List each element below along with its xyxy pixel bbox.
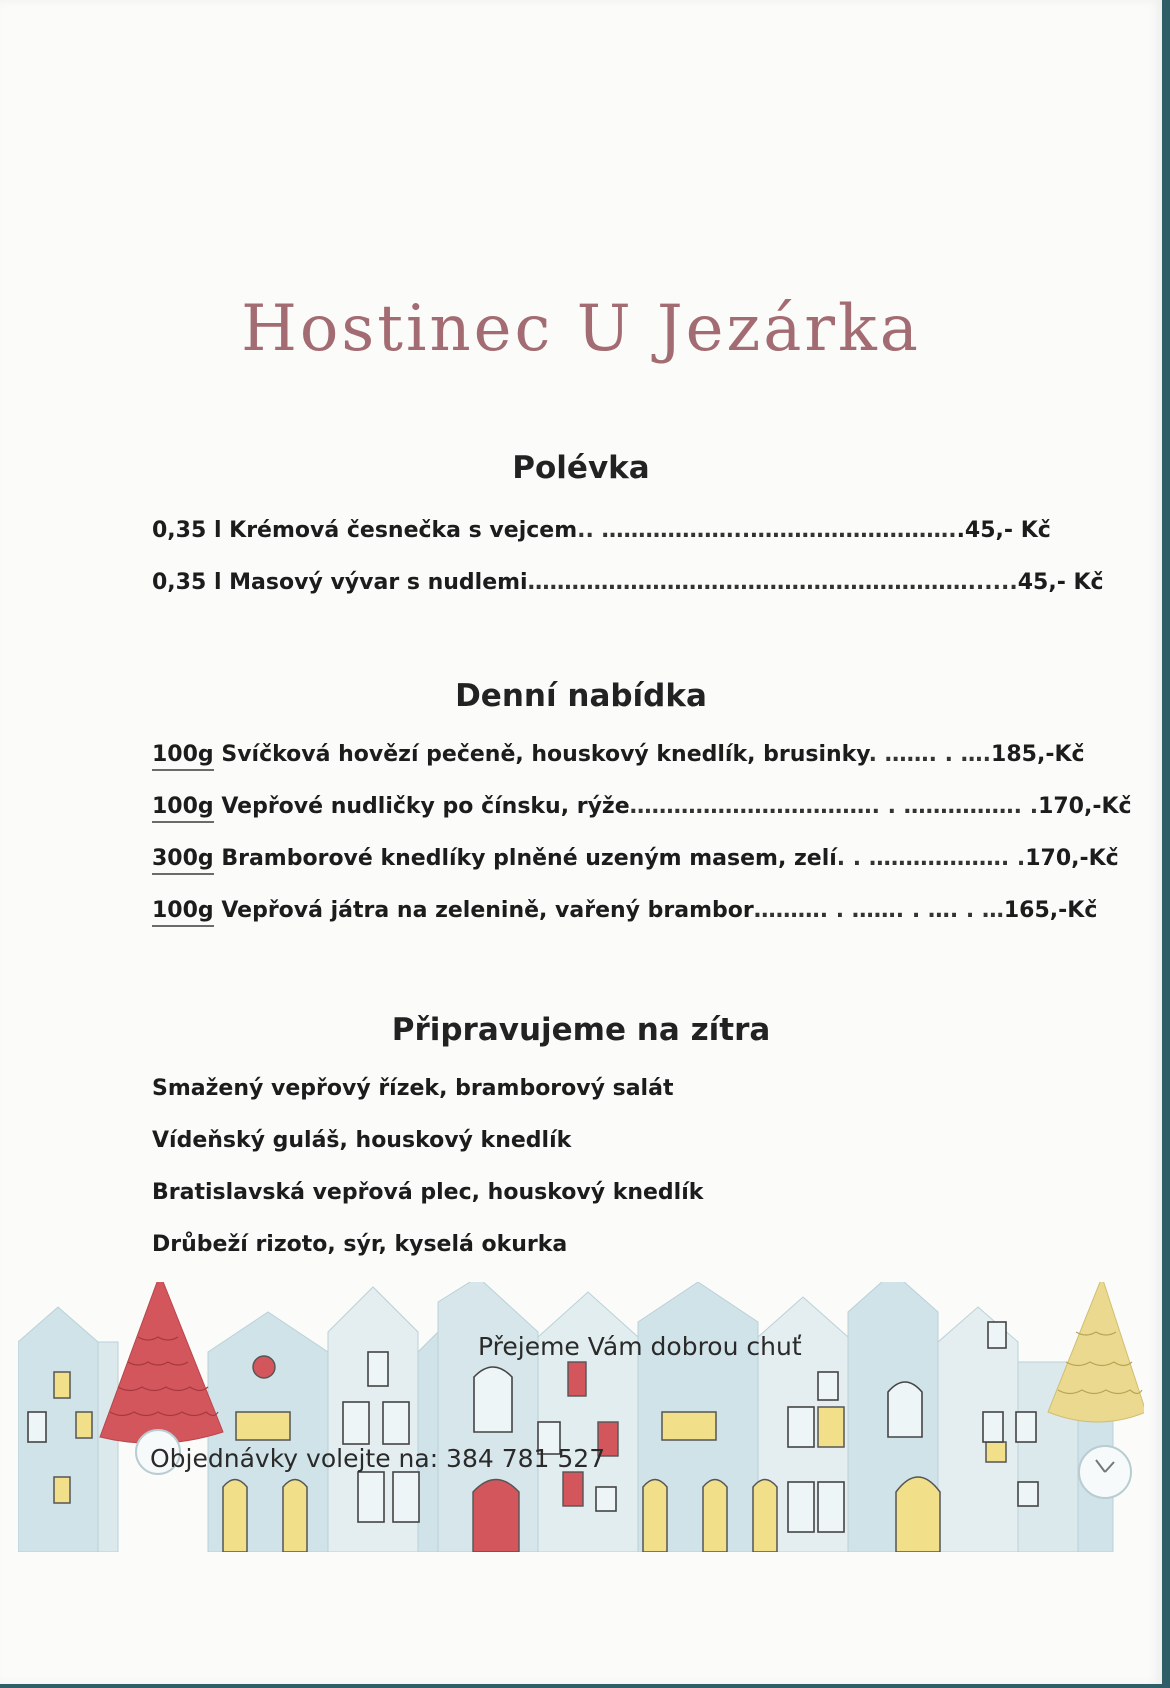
tomorrow-item: Smažený vepřový řízek, bramborový salát bbox=[152, 1076, 674, 1101]
daily-item-weight: 300g bbox=[152, 846, 214, 875]
leader-dots: ……………………………. . ……………. . bbox=[629, 794, 1039, 819]
soup-item-name: Krémová česnečka s vejcem bbox=[229, 518, 578, 543]
phone-text: Objednávky volejte na: 384 781 527 bbox=[150, 1444, 606, 1473]
soup-item bbox=[152, 518, 1051, 543]
daily-item-price: 165,-Kč bbox=[1003, 898, 1098, 923]
leader-dots: .. ………………..………………………. bbox=[577, 518, 957, 543]
soup-item bbox=[152, 570, 1104, 595]
daily-item-name: Vepřové nudličky po čínsku, rýže bbox=[221, 794, 630, 819]
daily-item-name: Svíčková hovězí pečeně, houskový knedlík, brusinky bbox=[221, 742, 869, 767]
daily-item-price: 185,-Kč bbox=[991, 742, 1085, 767]
daily-item-price: 170,-Kč bbox=[1025, 846, 1119, 871]
leader-dots: . . ………………. . bbox=[836, 846, 1026, 871]
daily-item bbox=[152, 846, 1119, 875]
daily-item bbox=[152, 794, 1132, 823]
soup-item-quantity: 0,35 l bbox=[152, 518, 222, 543]
leader-dots: ……………………………………………………...... bbox=[527, 570, 1018, 595]
soup-item-price: .45,- Kč bbox=[956, 518, 1051, 543]
daily-item-name: Bramborové knedlíky plněné uzeným masem, zelí bbox=[221, 846, 837, 871]
daily-item-weight: 100g bbox=[152, 742, 214, 771]
daily-item-weight: 100g bbox=[152, 794, 214, 823]
restaurant-title: Hostinec U Jezárka bbox=[241, 292, 921, 366]
daily-item bbox=[152, 898, 1097, 927]
soup-item-price: 45,- Kč bbox=[1017, 570, 1104, 595]
tomorrow-item: Vídeňský guláš, houskový knedlík bbox=[152, 1128, 572, 1153]
daily-item-weight: 100g bbox=[152, 898, 214, 927]
leader-dots: ………. . ……. . …. . … bbox=[753, 898, 1004, 923]
daily-item-price: 170,-Kč bbox=[1038, 794, 1132, 819]
daily-item-name: Vepřová játra na zelenině, vařený brambor bbox=[221, 898, 754, 923]
soup-heading: Polévka bbox=[512, 450, 650, 486]
tomorrow-heading: Připravujeme na zítra bbox=[391, 1012, 771, 1048]
leader-dots: . ……. . …. bbox=[868, 742, 992, 767]
soup-item-quantity: 0,35 l bbox=[152, 570, 222, 595]
daily-heading: Denní nabídka bbox=[455, 678, 707, 714]
wish-text: Přejeme Vám dobrou chuť bbox=[478, 1332, 802, 1361]
soup-item-name: Masový vývar s nudlemi bbox=[229, 570, 528, 595]
tomorrow-item: Bratislavská vepřová plec, houskový knedlík bbox=[152, 1180, 704, 1205]
houses-illustration bbox=[18, 1282, 1144, 1552]
daily-item bbox=[152, 742, 1085, 771]
tomorrow-item: Drůbeží rizoto, sýr, kyselá okurka bbox=[152, 1232, 568, 1257]
